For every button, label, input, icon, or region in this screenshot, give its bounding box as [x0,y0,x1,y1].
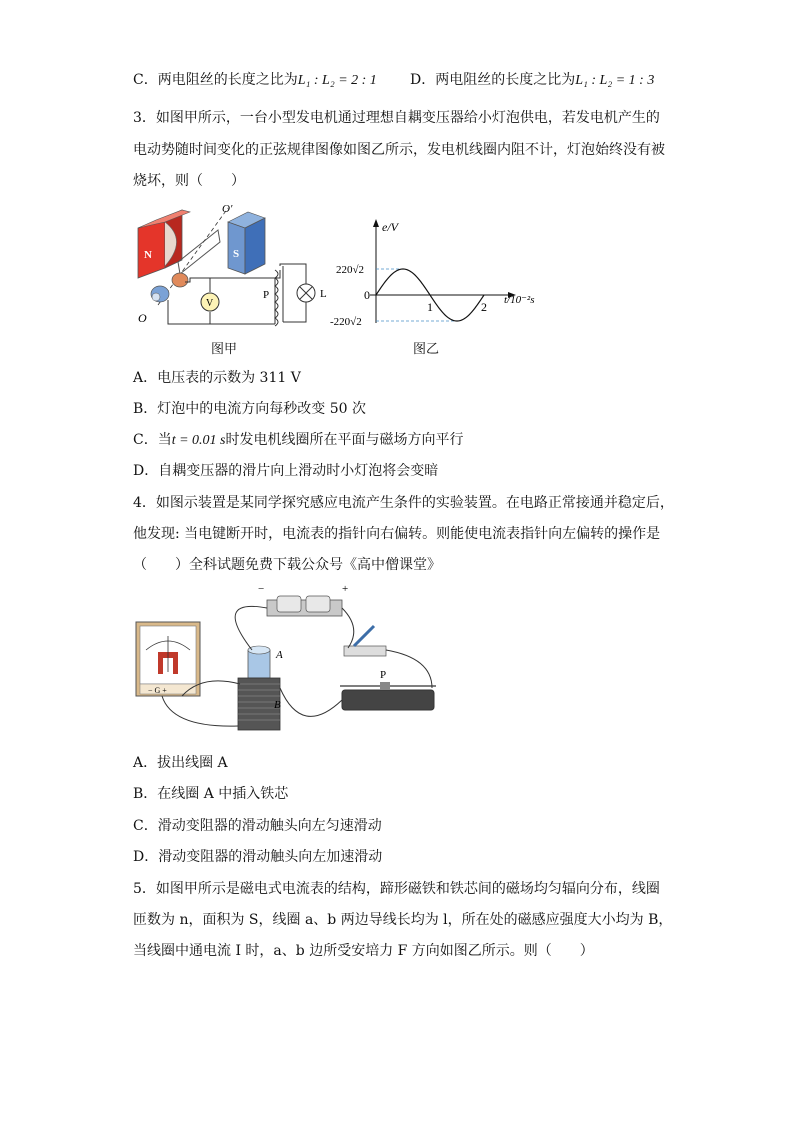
x-axis-label: t/10⁻²s [504,294,535,306]
origin-label: 0 [364,288,370,302]
q3-figure-jia [130,200,340,335]
q3-stem-line1: 3．如图甲所示，一台小型发电机通过理想自耦变压器给小灯泡供电，若发电机产生的 [133,110,660,126]
q3-figure-yi-chart [330,215,560,335]
y-tick-bottom: -220√2 [330,316,362,328]
p-label: P [263,289,270,301]
x-tick-1: 1 [427,300,433,314]
y-tick-top: 220√2 [336,264,365,276]
q3-stem-line2: 电动势随时间变化的正弦规律图像如图乙所示，发电机线圈内阻不计，灯泡始终没有被 [133,142,665,158]
rheostat-p-label: P [380,669,387,681]
q3-stem-line3: 烧坏，则（ ） [133,173,245,189]
q3-option-d: D．自耦变压器的滑片向上滑动时小灯泡将会变暗 [133,463,439,479]
fig-jia-caption: 图甲 [211,342,238,357]
q4-option-c: C．滑动变阻器的滑动触头向左匀速滑动 [133,818,382,834]
fig-yi-caption: 图乙 [413,342,440,357]
battery-plus: + [342,583,349,595]
q2-option-d-ratio: L₁ : L₂ = 1 : 3 [575,73,655,88]
q4-option-a: A．拔出线圈 A [133,755,228,771]
rheostat-slider [380,682,390,690]
q5-stem-line1: 5．如图甲所示是磁电式电流表的结构，蹄形磁铁和铁芯间的磁场均匀辐向分布，线圈 [133,881,660,897]
q5-stem-line2: 匝数为 n，面积为 S，线圈 a、b 两边导线长均为 l，所在处的磁感应强度大小均为 B， [133,912,673,928]
coil-a-label: A [276,649,283,661]
y-axis-label: e/V [382,220,398,234]
q4-stem-line2: 他发现: 当电键断开时，电流表的指针向右偏转。则能使电流表指针向左偏转的操作是 [133,526,661,542]
q3-option-a: A．电压表的示数为 311 V [133,370,301,386]
q2-option-c: C．两电阻丝的长度之比为L₁ : L₂ = 2 : 1 [133,72,377,88]
battery-minus: − [258,583,265,595]
coil-b-label: B [274,699,281,711]
o-label: O [138,311,147,325]
s-label: S [233,248,240,260]
q2-option-c-ratio: L₁ : L₂ = 2 : 1 [297,73,377,88]
svg-text:V: V [206,298,214,309]
l-label: L [320,288,327,300]
q2-option-d: D．两电阻丝的长度之比为L₁ : L₂ = 1 : 3 [410,72,655,88]
q5-stem-line3: 当线圈中通电流 I 时，a、b 边所受安培力 F 方向如图乙所示。则（ ） [133,943,594,959]
meter-terminals: − G + [148,686,167,695]
q4-stem-line3: （ ）全科试题免费下载公众号《高中僧课堂》 [133,557,441,573]
q4-option-b: B．在线圈 A 中插入铁芯 [133,786,289,802]
n-label: N [144,249,152,261]
switch [344,646,386,656]
q4-option-d: D．滑动变阻器的滑动触头向左加速滑动 [133,849,383,865]
q4-figure-apparatus [132,578,447,738]
q4-stem-line1: 4．如图示装置是某同学探究感应电流产生条件的实验装置。在电路正常接通并稳定后， [133,495,674,511]
q3-option-b: B．灯泡中的电流方向每秒改变 50 次 [133,401,367,417]
o-prime-label: O′ [222,203,233,215]
x-tick-2: 2 [481,300,487,314]
q3-option-c: C．当t = 0.01 s时发电机线圈所在平面与磁场方向平行 [133,432,464,448]
rheostat [342,690,434,710]
